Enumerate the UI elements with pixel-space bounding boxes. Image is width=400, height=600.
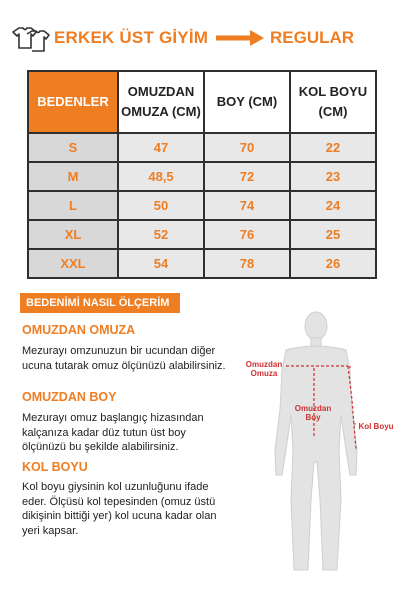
body-silhouette-icon <box>236 300 400 580</box>
cell-sleeve: 22 <box>290 133 376 162</box>
section-heading-sleeve: KOL BOYU <box>22 460 88 474</box>
table-row <box>28 191 376 220</box>
cell-sleeve: 24 <box>290 191 376 220</box>
cell-length: 78 <box>204 249 290 278</box>
cell-length: 74 <box>204 191 290 220</box>
table-body <box>28 133 376 278</box>
cell-shoulder: 48,5 <box>118 162 204 191</box>
header <box>0 0 400 62</box>
cell-size: XL <box>28 220 118 249</box>
section-heading-length: OMUZDAN BOY <box>22 390 117 404</box>
howto-banner: BEDENİMİ NASIL ÖLÇERİM <box>20 293 180 313</box>
label-shoulder: Omuzdan Omuza <box>245 360 283 378</box>
cell-shoulder: 54 <box>118 249 204 278</box>
section-text-length: Mezurayı omuz başlangıç hizasından kalçanıza kadar düz tutun üst boy ölçünüzü bu şekilde alabilirsiniz. <box>22 412 204 453</box>
section-text-shoulder: Mezurayı omzunuzun bir ucundan diğer ucuna tutarak omuz ölçünüzü alabilirsiniz. <box>22 345 226 372</box>
header-title: ERKEK ÜST GİYİM <box>54 28 209 47</box>
cell-size: XXL <box>28 249 118 278</box>
table-row <box>28 220 376 249</box>
cell-shoulder: 50 <box>118 191 204 220</box>
section-text-sleeve: Kol boyu giysinin kol uzunluğunu ifade eder. Ölçüsü kol tepesinden (omuz üstü dikişinin bittiği yer) kol ucuna kadar olan yeri kapsar. <box>22 481 217 537</box>
header-sleeve: KOL BOYU (CM) <box>290 71 376 133</box>
measurement-figure <box>236 300 400 580</box>
header-size: BEDENLER <box>28 71 118 133</box>
cell-size: L <box>28 191 118 220</box>
header-length: BOY (CM) <box>204 71 290 133</box>
cell-shoulder: 47 <box>118 133 204 162</box>
cell-length: 72 <box>204 162 290 191</box>
label-sleeve: Kol Boyu <box>358 422 394 431</box>
cell-size: S <box>28 133 118 162</box>
cell-sleeve: 25 <box>290 220 376 249</box>
section-heading-shoulder: OMUZDAN OMUZA <box>22 323 136 337</box>
cell-size: M <box>28 162 118 191</box>
size-table <box>27 70 377 279</box>
cell-shoulder: 52 <box>118 220 204 249</box>
table-header-row <box>28 71 376 133</box>
label-length: Omuzdan Boy <box>294 404 332 422</box>
table-row <box>28 133 376 162</box>
header-fit-label: REGULAR <box>270 28 355 47</box>
header-shoulder: OMUZDAN OMUZA (CM) <box>118 71 204 133</box>
table-row <box>28 162 376 191</box>
cell-sleeve: 23 <box>290 162 376 191</box>
table-row <box>28 249 376 278</box>
arrow-right-icon <box>216 30 264 46</box>
shirts-icon <box>10 24 50 54</box>
cell-length: 70 <box>204 133 290 162</box>
cell-sleeve: 26 <box>290 249 376 278</box>
cell-length: 76 <box>204 220 290 249</box>
